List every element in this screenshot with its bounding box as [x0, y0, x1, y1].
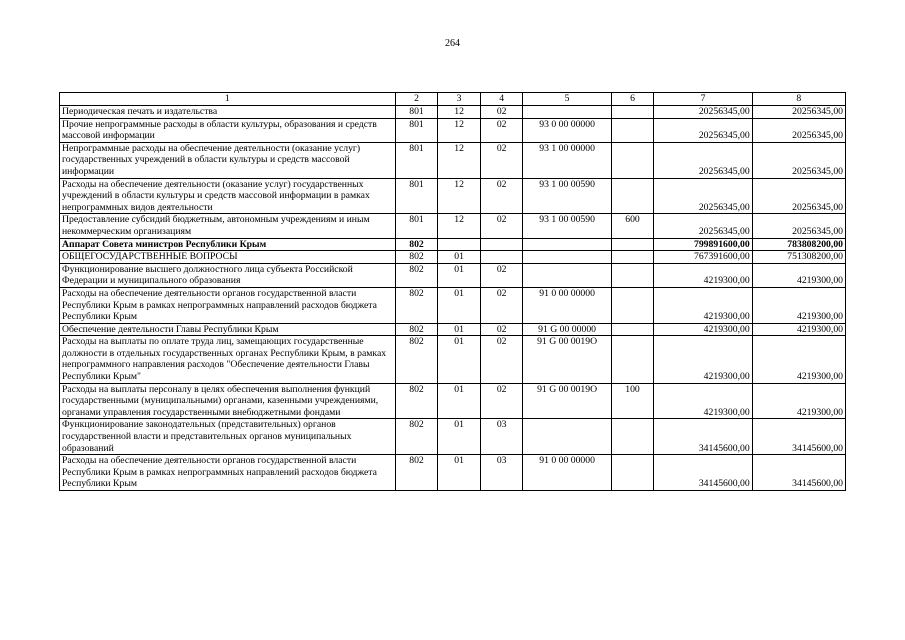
target-article-cell: 93 1 00 00000: [523, 142, 611, 178]
table-row: [60, 263, 846, 287]
amount-year2-cell: 34145600,00: [752, 455, 845, 491]
target-article-cell: 91 G 00 0019O: [523, 336, 611, 383]
target-article-cell: [523, 238, 611, 251]
row-name-cell: Расходы на обеспечение деятельности органов государственной власти Республики Крым в рамках непрограммных направлений расходов бюджета Республики Крым: [60, 455, 396, 491]
amount-year2-cell: 4219300,00: [752, 383, 845, 419]
gr-code-cell: 801: [395, 106, 438, 119]
row-name-cell: Расходы на выплаты по оплате труда лиц, замещающих государственные должности в отдельных государственных органах Республики Крым, в рамках непрограммного направления расходов "Обеспечение деятельности Главы Республики Крым": [60, 336, 396, 383]
amount-year1-cell: 34145600,00: [654, 455, 752, 491]
section-code-cell: 12: [438, 118, 481, 142]
amount-year1-cell: 4219300,00: [654, 287, 752, 323]
gr-code-cell: 802: [395, 251, 438, 264]
target-article-cell: [523, 419, 611, 455]
gr-code-cell: 801: [395, 214, 438, 238]
amount-year1-cell: 20256345,00: [654, 142, 752, 178]
table-row: [60, 178, 846, 214]
table-row: [60, 323, 846, 336]
row-name-cell: Функционирование высшего должностного лица субъекта Российской Федерации и муниципального образования: [60, 263, 396, 287]
gr-code-cell: 802: [395, 323, 438, 336]
row-name-cell: Предоставление субсидий бюджетным, автономным учреждениям и иным некоммерческим организациям: [60, 214, 396, 238]
row-name-cell: Обеспечение деятельности Главы Республики Крым: [60, 323, 396, 336]
section-code-cell: 01: [438, 455, 481, 491]
section-code-cell: 01: [438, 383, 481, 419]
amount-year2-cell: 34145600,00: [752, 419, 845, 455]
expense-type-cell: [611, 419, 654, 455]
gr-code-cell: 802: [395, 238, 438, 251]
table-row: [60, 419, 846, 455]
row-name-cell: Функционирование законодательных (представительных) органов государственной власти и представительных органов муниципальных образований: [60, 419, 396, 455]
target-article-cell: 91 G 00 0019O: [523, 383, 611, 419]
expense-type-cell: [611, 455, 654, 491]
target-article-cell: 93 0 00 00000: [523, 118, 611, 142]
amount-year2-cell: 4219300,00: [752, 336, 845, 383]
amount-year2-cell: 20256345,00: [752, 214, 845, 238]
gr-code-cell: 802: [395, 383, 438, 419]
table-row: [60, 287, 846, 323]
gr-code-cell: 802: [395, 455, 438, 491]
table-row: [60, 336, 846, 383]
subsection-code-cell: 02: [480, 118, 523, 142]
gr-code-cell: 802: [395, 419, 438, 455]
row-name-cell: Расходы на обеспечение деятельности (оказание услуг) государственных учреждений в области культуры и средств массовой информации в рамках непрограммных видов деятельности: [60, 178, 396, 214]
expense-type-cell: [611, 142, 654, 178]
section-code-cell: [438, 238, 481, 251]
expense-type-cell: [611, 251, 654, 264]
section-code-cell: 01: [438, 336, 481, 383]
table-row: [60, 106, 846, 119]
subsection-code-cell: [480, 251, 523, 264]
subsection-code-cell: 02: [480, 178, 523, 214]
table-row: [60, 455, 846, 491]
table-row: [60, 238, 846, 251]
expense-type-cell: [611, 106, 654, 119]
amount-year2-cell: 20256345,00: [752, 142, 845, 178]
subsection-code-cell: [480, 238, 523, 251]
column-header: 2: [395, 93, 438, 106]
subsection-code-cell: 02: [480, 142, 523, 178]
subsection-code-cell: 02: [480, 263, 523, 287]
column-header: 6: [611, 93, 654, 106]
column-header: 5: [523, 93, 611, 106]
table-header-row: [60, 93, 846, 106]
amount-year2-cell: 751308200,00: [752, 251, 845, 264]
expense-type-cell: [611, 178, 654, 214]
gr-code-cell: 802: [395, 336, 438, 383]
table-row: [60, 383, 846, 419]
column-header: 3: [438, 93, 481, 106]
gr-code-cell: 802: [395, 287, 438, 323]
row-name-cell: ОБЩЕГОСУДАРСТВЕННЫЕ ВОПРОСЫ: [60, 251, 396, 264]
amount-year1-cell: 20256345,00: [654, 178, 752, 214]
section-code-cell: 01: [438, 419, 481, 455]
table-row: [60, 251, 846, 264]
section-code-cell: 12: [438, 106, 481, 119]
gr-code-cell: 801: [395, 178, 438, 214]
subsection-code-cell: 02: [480, 287, 523, 323]
amount-year1-cell: 799891600,00: [654, 238, 752, 251]
target-article-cell: 93 1 00 00590: [523, 178, 611, 214]
row-name-cell: Расходы на обеспечение деятельности органов государственной власти Республики Крым в рамках непрограммных направлений расходов бюджета Республики Крым: [60, 287, 396, 323]
subsection-code-cell: 03: [480, 455, 523, 491]
column-header: 8: [752, 93, 845, 106]
section-code-cell: 12: [438, 178, 481, 214]
row-name-cell: Прочие непрограммные расходы в области культуры, образования и средств массовой информации: [60, 118, 396, 142]
section-code-cell: 01: [438, 287, 481, 323]
section-code-cell: 01: [438, 251, 481, 264]
amount-year2-cell: 4219300,00: [752, 287, 845, 323]
target-article-cell: [523, 106, 611, 119]
budget-table: [59, 92, 846, 491]
amount-year1-cell: 767391600,00: [654, 251, 752, 264]
column-header: 4: [480, 93, 523, 106]
amount-year1-cell: 4219300,00: [654, 336, 752, 383]
row-name-cell: Аппарат Совета министров Республики Крым: [60, 238, 396, 251]
page-number: 264: [445, 38, 460, 49]
expense-type-cell: 600: [611, 214, 654, 238]
amount-year2-cell: 783808200,00: [752, 238, 845, 251]
amount-year2-cell: 20256345,00: [752, 106, 845, 119]
expense-type-cell: [611, 238, 654, 251]
amount-year1-cell: 4219300,00: [654, 323, 752, 336]
expense-type-cell: [611, 118, 654, 142]
amount-year1-cell: 4219300,00: [654, 263, 752, 287]
amount-year1-cell: 20256345,00: [654, 118, 752, 142]
amount-year2-cell: 20256345,00: [752, 118, 845, 142]
expense-type-cell: [611, 287, 654, 323]
subsection-code-cell: 02: [480, 323, 523, 336]
gr-code-cell: 802: [395, 263, 438, 287]
amount-year1-cell: 4219300,00: [654, 383, 752, 419]
subsection-code-cell: 02: [480, 214, 523, 238]
amount-year2-cell: 4219300,00: [752, 323, 845, 336]
expense-type-cell: [611, 263, 654, 287]
table-row: [60, 142, 846, 178]
expense-type-cell: [611, 336, 654, 383]
gr-code-cell: 801: [395, 118, 438, 142]
section-code-cell: 01: [438, 323, 481, 336]
target-article-cell: 91 0 00 00000: [523, 287, 611, 323]
row-name-cell: Расходы на выплаты персоналу в целях обеспечения выполнения функций государственными (муниципальными) органами, казенными учреждениями, органами управления государственными внебюджетными фондами: [60, 383, 396, 419]
section-code-cell: 01: [438, 263, 481, 287]
table-row: [60, 118, 846, 142]
target-article-cell: 91 G 00 00000: [523, 323, 611, 336]
subsection-code-cell: 02: [480, 383, 523, 419]
subsection-code-cell: 02: [480, 336, 523, 383]
row-name-cell: Периодическая печать и издательства: [60, 106, 396, 119]
target-article-cell: 93 1 00 00590: [523, 214, 611, 238]
gr-code-cell: 801: [395, 142, 438, 178]
column-header: 1: [60, 93, 396, 106]
column-header: 7: [654, 93, 752, 106]
amount-year1-cell: 34145600,00: [654, 419, 752, 455]
amount-year2-cell: 4219300,00: [752, 263, 845, 287]
expense-type-cell: 100: [611, 383, 654, 419]
amount-year2-cell: 20256345,00: [752, 178, 845, 214]
target-article-cell: [523, 251, 611, 264]
expense-type-cell: [611, 323, 654, 336]
amount-year1-cell: 20256345,00: [654, 106, 752, 119]
amount-year1-cell: 20256345,00: [654, 214, 752, 238]
row-name-cell: Непрограммные расходы на обеспечение деятельности (оказание услуг) государственных учреждений в области культуры и средств массовой информации: [60, 142, 396, 178]
target-article-cell: [523, 263, 611, 287]
target-article-cell: 91 0 00 00000: [523, 455, 611, 491]
subsection-code-cell: 03: [480, 419, 523, 455]
table-row: [60, 214, 846, 238]
section-code-cell: 12: [438, 142, 481, 178]
section-code-cell: 12: [438, 214, 481, 238]
subsection-code-cell: 02: [480, 106, 523, 119]
